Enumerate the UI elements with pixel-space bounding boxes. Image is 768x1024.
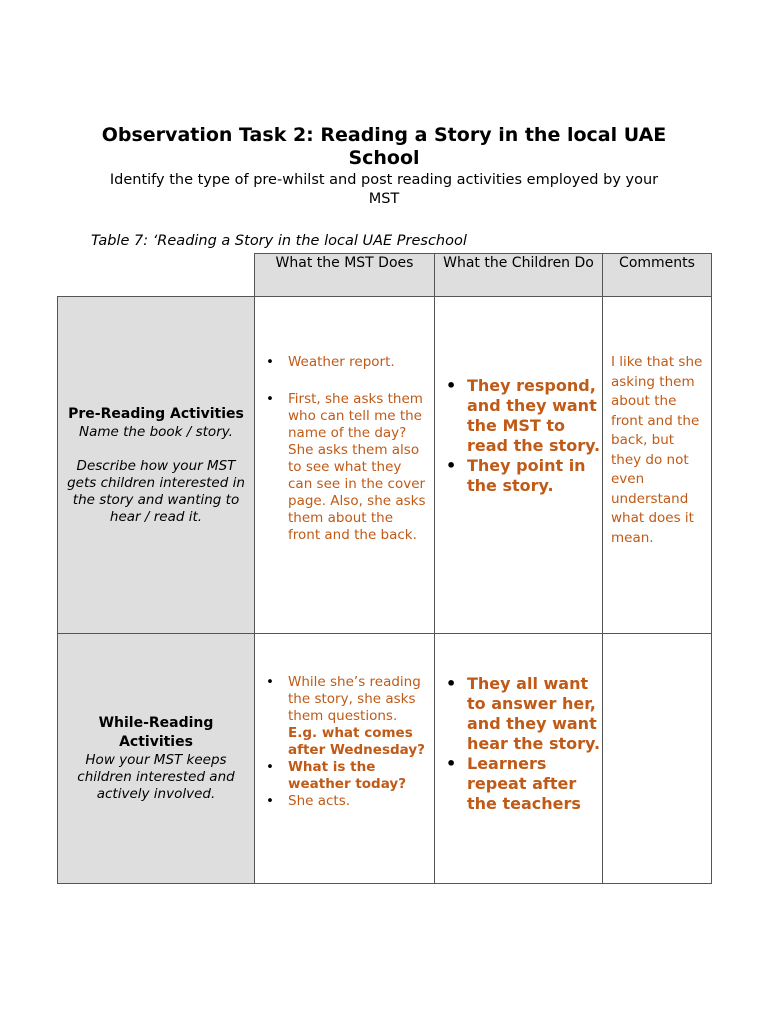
list-item-text: She acts. bbox=[288, 793, 351, 809]
row-pre-reading-mst bbox=[254, 296, 435, 634]
children-list bbox=[443, 376, 601, 496]
row-pre-reading-children bbox=[434, 296, 603, 634]
list-item-text: Learners repeat after the teachers bbox=[467, 754, 581, 813]
row-while-reading-mst bbox=[254, 633, 435, 884]
row-description: How your MST keeps children interested and actively involved. bbox=[77, 752, 235, 802]
list-item: • They point in the story. bbox=[446, 456, 586, 495]
row-while-reading-comments bbox=[602, 633, 712, 884]
list-item: • She acts. bbox=[266, 793, 351, 809]
row-while-reading-head bbox=[57, 633, 255, 884]
list-item-text: They respond, and they want the MST to read the story. bbox=[467, 376, 601, 455]
list-item-example: E.g. what comes after Wednesday? bbox=[288, 725, 425, 758]
row-while-reading-children bbox=[434, 633, 603, 884]
list-item: • Learners repeat after the teachers bbox=[446, 754, 581, 813]
list-item-text: They point in the story. bbox=[467, 456, 586, 495]
table-caption: Table 7: ‘Reading a Story in the local UAE Preschool bbox=[91, 233, 467, 249]
mst-list bbox=[264, 674, 428, 810]
header-mst bbox=[254, 253, 435, 297]
header-children-label: What the Children Do bbox=[443, 255, 594, 271]
row-description: Name the book / story. bbox=[79, 423, 233, 440]
list-item: • While she’s reading the story, she asks them questions. E.g. what comes after Wednesday? bbox=[266, 674, 425, 758]
list-item: • First, she asks them who can tell me the name of the day? She asks them also to see what they can see in the cover page. Also, she asks them about the front and the back. bbox=[266, 391, 426, 543]
children-list bbox=[443, 674, 601, 814]
list-item: • Weather report. bbox=[266, 354, 395, 370]
header-children bbox=[434, 253, 603, 297]
page-title: Observation Task 2: Reading a Story in the local UAE School bbox=[101, 124, 667, 169]
list-item-text: Weather report. bbox=[288, 354, 395, 370]
header-mst-label: What the MST Does bbox=[275, 255, 414, 271]
row-label: While-Reading Activities bbox=[98, 715, 214, 750]
instructions: Identify the type of pre-whilst and post reading activities employed by your MST bbox=[109, 172, 659, 207]
row-pre-reading-head bbox=[57, 296, 255, 634]
list-item-text: They all want to answer her, and they want hear the story. bbox=[467, 674, 601, 753]
list-item-text: While she’s reading the story, she asks them questions. bbox=[288, 674, 421, 724]
row-label: Pre-Reading Activities bbox=[68, 405, 244, 422]
header-comments bbox=[602, 253, 712, 297]
list-item: • They all want to answer her, and they want hear the story. bbox=[446, 674, 601, 753]
row-pre-reading-comments bbox=[602, 296, 712, 634]
list-item: • What is the weather today? bbox=[266, 759, 407, 792]
header-comments-label: Comments bbox=[619, 255, 695, 271]
row-description: Describe how your MST gets children interested in the story and wanting to hear / read it. bbox=[67, 457, 245, 525]
list-item-text: First, she asks them who can tell me the name of the day? She asks them also to see what they can see in the cover page. Also, she asks them about the front and the back. bbox=[288, 391, 426, 543]
list-item: • They respond, and they want the MST to read the story. bbox=[446, 376, 601, 455]
comment-text: I like that she asking them about the front and the back, but they do not even understand what does it mean. bbox=[611, 354, 703, 546]
list-item-text: What is the weather today? bbox=[288, 759, 407, 792]
mst-list bbox=[264, 354, 428, 544]
